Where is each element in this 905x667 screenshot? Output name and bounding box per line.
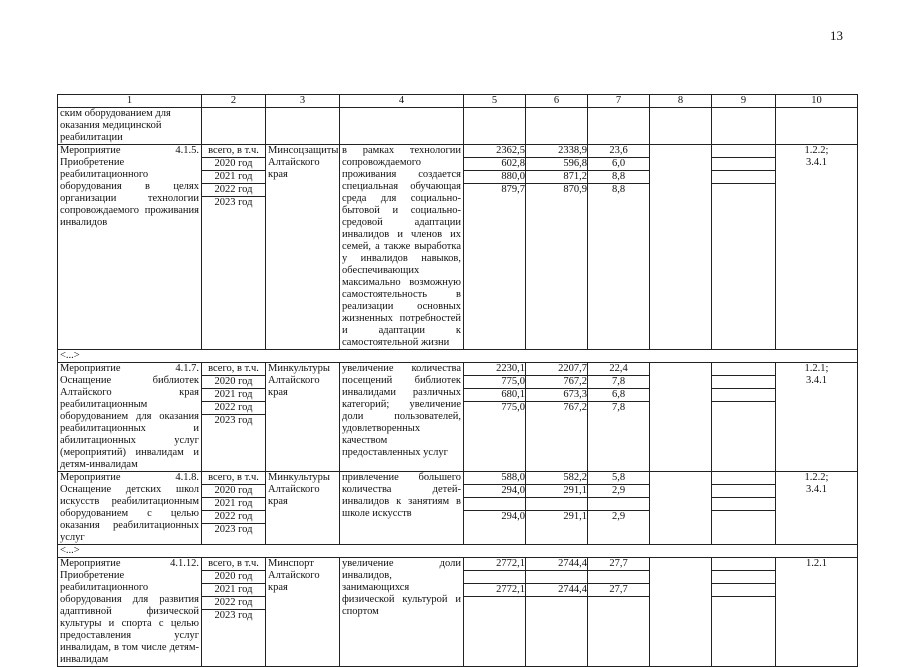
value: 2207,7 <box>526 363 587 376</box>
col10-cell: 1.2.2; 3.4.1 <box>776 472 858 545</box>
year-label: 2021 год <box>202 498 265 511</box>
year-label: 2021 год <box>202 171 265 184</box>
page-number: 13 <box>830 28 843 43</box>
executor-cell: Минкультуры Алтайского края <box>266 363 340 472</box>
year-label: 2020 год <box>202 158 265 171</box>
value: 2,9 <box>588 485 649 498</box>
value <box>588 498 649 511</box>
header-cell: 3 <box>266 95 340 108</box>
col10-cell: 1.2.1 <box>776 558 858 667</box>
col6-cell <box>526 363 588 472</box>
value: 6,8 <box>588 389 649 402</box>
year-label: 2023 год <box>214 197 253 208</box>
header-row <box>58 95 858 108</box>
header-cell: 8 <box>650 95 712 108</box>
col7-cell <box>588 472 650 545</box>
col5-cell <box>464 363 526 472</box>
value: 870,9 <box>563 184 587 195</box>
executor-cell: Минспорт Алтайского края <box>266 558 340 667</box>
value: 2230,1 <box>464 363 525 376</box>
value: 2772,1 <box>464 584 525 597</box>
table-row <box>58 558 858 667</box>
header-cell: 5 <box>464 95 526 108</box>
event-cell: Мероприятие 4.1.12. Приобретение реабилитационного оборудования для развития адаптивной физической культуры и спорта с целью предоставления услуг инвалидам, в том числе детям-инвалидам <box>58 558 202 667</box>
col9-cell <box>712 145 776 350</box>
value: 8,8 <box>588 171 649 184</box>
col5-cell <box>464 145 526 350</box>
value: 767,2 <box>526 376 587 389</box>
col9-cell <box>712 558 776 667</box>
event-cell: Мероприятие 4.1.7. Оснащение библиотек Алтайского края реабилитационным оборудованием для оказания реабилитационных и абилитационных услуг (мероприятий) инвалидам и детям-инвалидам <box>58 363 202 472</box>
value: 2338,9 <box>526 145 587 158</box>
value: 775,0 <box>501 402 525 413</box>
value: 7,8 <box>588 376 649 389</box>
value: 2362,5 <box>464 145 525 158</box>
col5-cell <box>464 558 526 667</box>
value: 6,0 <box>588 158 649 171</box>
value: 5,8 <box>588 472 649 485</box>
continued-text: ским оборудованием для оказания медицинской реабилитации <box>58 108 202 145</box>
years-cell <box>202 558 266 667</box>
col8-cell <box>650 363 712 472</box>
value <box>526 597 587 609</box>
year-label: 2020 год <box>202 485 265 498</box>
header-cell: 10 <box>776 95 858 108</box>
value: 680,1 <box>464 389 525 402</box>
value: 880,0 <box>464 171 525 184</box>
year-label: 2023 год <box>214 524 253 535</box>
description-cell: увеличение доли инвалидов, занимающихся физической культурой и спортом <box>340 558 464 667</box>
value: 2772,1 <box>464 558 525 571</box>
value <box>464 571 525 584</box>
value: 23,6 <box>588 145 649 158</box>
value: 879,7 <box>501 184 525 195</box>
col8-cell <box>650 472 712 545</box>
value: 8,8 <box>611 184 626 195</box>
header-cell: 7 <box>588 95 650 108</box>
executor-cell: Минкультуры Алтайского края <box>266 472 340 545</box>
col10-cell: 1.2.1; 3.4.1 <box>776 363 858 472</box>
year-label: всего, в т.ч. <box>202 363 265 376</box>
year-label: 2022 год <box>202 402 265 415</box>
year-label: 2022 год <box>202 184 265 197</box>
value: 2,9 <box>611 511 626 522</box>
year-label: всего, в т.ч. <box>202 145 265 158</box>
year-label: 2023 год <box>214 610 253 621</box>
description-cell: в рамках технологии сопровождаемого проживания создается специальная обучающая среда для социально-бытовой и социально-средовой адаптации инвалидов и членов их семей, а также выработка у инвалидов навыков, обеспечивающих максимально возможную самостоятельность в реализации основных жизненных потребностей и адаптации к самостоятельной жизни <box>340 145 464 350</box>
value: 291,1 <box>563 511 587 522</box>
year-label: 2021 год <box>202 584 265 597</box>
table-row <box>58 363 858 472</box>
value: 775,0 <box>464 376 525 389</box>
year-label: 2020 год <box>202 571 265 584</box>
value: 673,3 <box>526 389 587 402</box>
value: 291,1 <box>526 485 587 498</box>
value <box>464 597 525 609</box>
header-cell: 9 <box>712 95 776 108</box>
year-label: 2022 год <box>202 511 265 524</box>
year-label: всего, в т.ч. <box>202 472 265 485</box>
col5-cell <box>464 472 526 545</box>
separator-text: <...> <box>58 350 858 363</box>
col6-cell <box>526 472 588 545</box>
years-cell <box>202 363 266 472</box>
separator-text: <...> <box>58 545 858 558</box>
separator-row <box>58 350 858 363</box>
col7-cell <box>588 558 650 667</box>
year-label: 2022 год <box>202 597 265 610</box>
value: 27,7 <box>588 584 649 597</box>
value: 7,8 <box>611 402 626 413</box>
table-row <box>58 472 858 545</box>
value: 582,2 <box>526 472 587 485</box>
col6-cell <box>526 558 588 667</box>
col6-cell <box>526 145 588 350</box>
continued-row <box>58 108 858 145</box>
header-cell: 4 <box>340 95 464 108</box>
event-cell: Мероприятие 4.1.5. Приобретение реабилитационного оборудования в целях организации технологии сопровождаемого проживания инвалидов <box>58 145 202 350</box>
value: 767,2 <box>563 402 587 413</box>
header-cell: 6 <box>526 95 588 108</box>
year-label: всего, в т.ч. <box>202 558 265 571</box>
executor-cell: Минсоцзащиты Алтайского края <box>266 145 340 350</box>
col7-cell <box>588 363 650 472</box>
value <box>588 571 649 584</box>
col7-cell <box>588 145 650 350</box>
year-label: 2021 год <box>202 389 265 402</box>
value: 2744,4 <box>526 558 587 571</box>
value <box>526 498 587 511</box>
year-label: 2020 год <box>202 376 265 389</box>
value: 602,8 <box>464 158 525 171</box>
years-cell <box>202 145 266 350</box>
years-cell <box>202 472 266 545</box>
value: 588,0 <box>464 472 525 485</box>
value: 871,2 <box>526 171 587 184</box>
separator-row <box>58 545 858 558</box>
header-cell: 2 <box>202 95 266 108</box>
table-row <box>58 145 858 350</box>
value: 294,0 <box>501 511 525 522</box>
value: 294,0 <box>464 485 525 498</box>
value <box>588 597 649 609</box>
value: 27,7 <box>588 558 649 571</box>
col9-cell <box>712 363 776 472</box>
col10-cell: 1.2.2; 3.4.1 <box>776 145 858 350</box>
value <box>464 498 525 511</box>
header-cell: 1 <box>58 95 202 108</box>
description-cell: увеличение количества посещений библиотек инвалидами различных категорий; увеличение доли пользователей, удовлетворенных качеством предоставленных услуг <box>340 363 464 472</box>
col8-cell <box>650 558 712 667</box>
event-cell: Мероприятие 4.1.8. Оснащение детских школ искусств реабилитационным оборудованием с целью оказания реабилитационных услуг <box>58 472 202 545</box>
value: 596,8 <box>526 158 587 171</box>
value: 2744,4 <box>526 584 587 597</box>
value <box>526 571 587 584</box>
col8-cell <box>650 145 712 350</box>
col9-cell <box>712 472 776 545</box>
program-table <box>57 94 858 667</box>
year-label: 2023 год <box>214 415 253 426</box>
description-cell: привлечение большего количества детей-инвалидов к занятиям в школе искусств <box>340 472 464 545</box>
value: 22,4 <box>588 363 649 376</box>
